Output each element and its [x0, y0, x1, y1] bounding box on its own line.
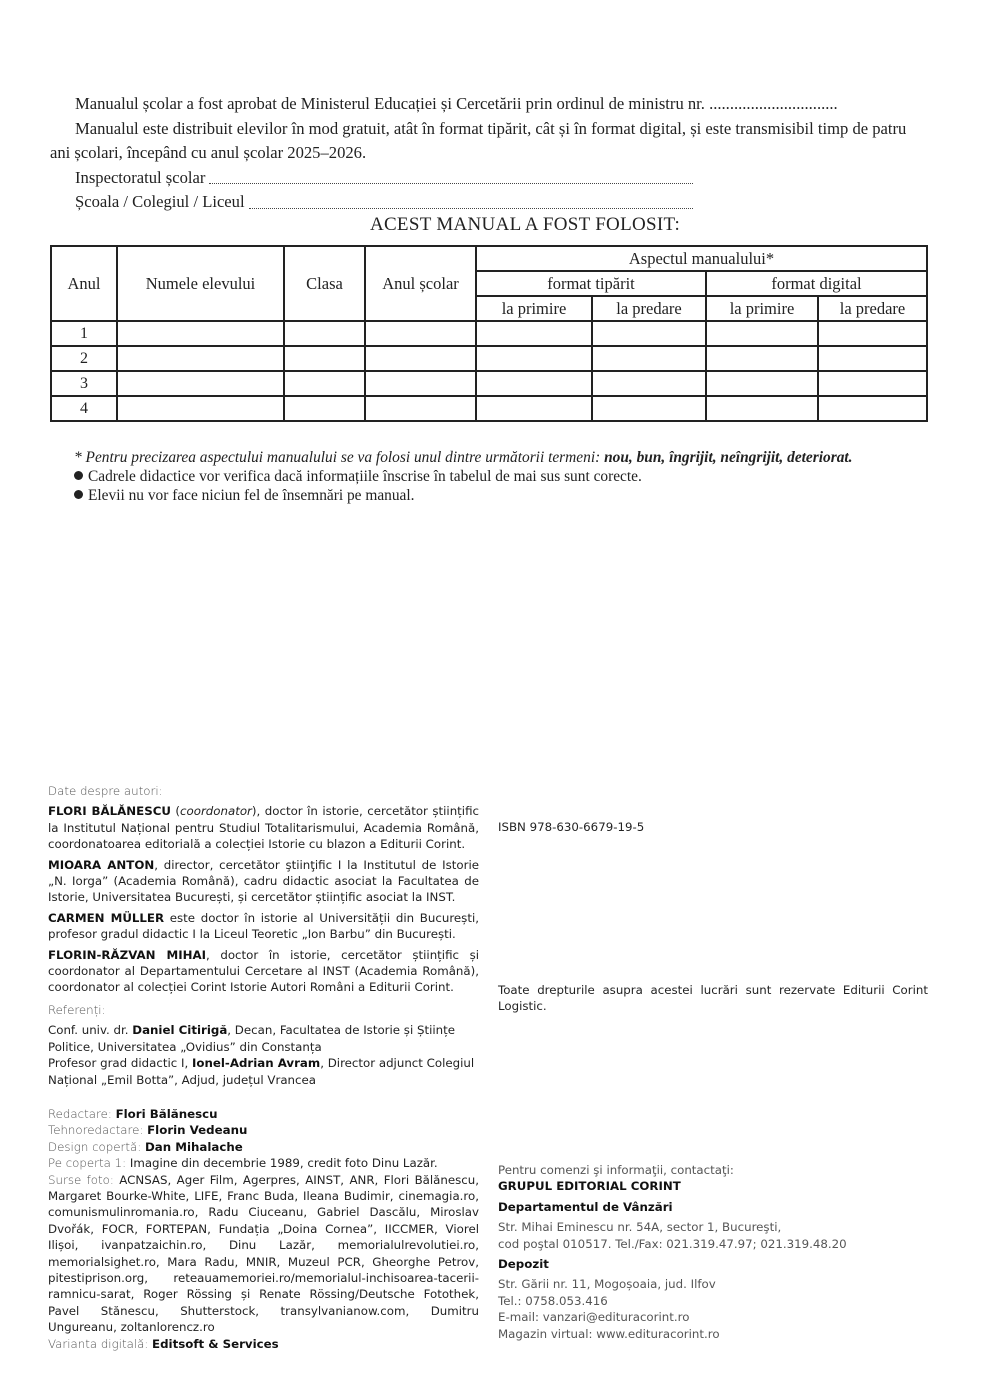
credit-digital-version: Varianta digitală: Editsoft & Services [48, 1336, 279, 1351]
usage-table-title: ACEST MANUAL A FOST FOLOSIT: [369, 214, 681, 235]
approval-section [50, 92, 930, 215]
cell-digital-return[interactable] [818, 396, 927, 421]
table-row [51, 346, 927, 371]
referee-entry: Conf. univ. dr. Daniel Citirigă, Decan, Facultatea de Istorie și Științe Politice, Universitatea „Ovidius” din Constanța [48, 1023, 456, 1054]
cell-school-year[interactable] [365, 371, 476, 396]
sales-address-line-1: Str. Mihai Eminescu nr. 54A, sector 1, Bucureşti, [498, 1220, 782, 1235]
note-bullet: Cadrele didactice vor verifica dacă informațiile înscrise în tabelul de mai sus sunt corecte. [74, 467, 944, 486]
cell-digital-return[interactable] [818, 346, 927, 371]
referees-heading: Referenți: [48, 1002, 106, 1017]
header-year: Anul [51, 246, 117, 321]
cell-digital-return[interactable] [818, 321, 927, 346]
cell-school-year[interactable] [365, 321, 476, 346]
sales-department: Departamentul de Vânzări [498, 1199, 673, 1214]
header-aspect: Aspectul manualului* [476, 246, 927, 271]
cell-year: 1 [51, 321, 117, 346]
school-label: Școala / Colegiul / Liceul [75, 192, 245, 211]
author-entry: CARMEN MÜLLER este doctor în istorie al Universității din București, profesor gradul didactic I la Liceul Teoretic „Ion Barbu” din București. [48, 910, 479, 942]
credit-cover-design: Design copertă: Dan Mihalache [48, 1139, 243, 1154]
bullet-icon [74, 490, 83, 499]
warehouse-phone: Tel.: 0758.053.416 [498, 1293, 608, 1308]
cell-year: 2 [51, 346, 117, 371]
table-row [51, 371, 927, 396]
cell-year: 3 [51, 371, 117, 396]
referee-entry: Profesor grad didactic I, Ionel-Adrian Avram, Director adjunct Colegiul Național „Emil Botta”, Adjud, județul Vrancea [48, 1056, 475, 1087]
credits-column [48, 783, 479, 1352]
contact-block [498, 1162, 938, 1342]
cell-printed-return[interactable] [592, 346, 706, 371]
school-field[interactable] [50, 190, 693, 215]
cell-class[interactable] [284, 321, 365, 346]
table-row [51, 321, 927, 346]
rights-statement: Toate drepturile asupra acestei lucrări sunt rezervate Editurii Corint Logistic. [498, 983, 928, 1014]
warehouse-heading: Depozit [498, 1257, 549, 1272]
credit-layout: Tehnoredactare: Florin Vedeanu [48, 1123, 248, 1138]
author-entry: FLORI BĂLĂNESCU (coordonator), doctor în istorie, cercetător științific la Institutul Național pentru Studiul Totalitarismului, Academia Română, coordonatoarea editorială a colecției Istorie cu blazon a Editurii Corint. [48, 804, 479, 852]
header-class: Clasa [284, 246, 365, 321]
cell-digital-receive[interactable] [706, 321, 818, 346]
warehouse-address: Str. Gării nr. 11, Mogoșoaia, jud. Ilfov [498, 1277, 716, 1292]
inspectorate-field[interactable] [50, 166, 693, 191]
publisher-group-name: GRUPUL EDITORIAL CORINT [498, 1179, 681, 1194]
header-student-name: Numele elevului [117, 246, 284, 321]
isbn: ISBN 978-630-6679-19-5 [498, 820, 645, 834]
contact-intro: Pentru comenzi şi informaţii, contactaţi: [498, 1163, 734, 1177]
inspectorate-label: Inspectoratul școlar [75, 167, 206, 187]
header-digital-receive: la primire [706, 296, 818, 321]
cell-printed-return[interactable] [592, 396, 706, 421]
distribution-statement: Manualul este distribuit elevilor în mod gratuit, atât în format tipărit, cât și în format digital, și este transmisibil timp de patru ani școlari, începând cu anul școlar 2025–2026. [50, 118, 907, 162]
usage-table [50, 245, 928, 422]
cell-printed-receive[interactable] [476, 321, 592, 346]
table-header-row-1 [51, 246, 927, 271]
cell-year: 4 [51, 396, 117, 421]
author-entry: FLORIN-RĂZVAN MIHAI, doctor în istorie, cercetător științific și coordonator al Departamentului Cercetare al INST (Academia Română), coordonator al colecției Corint Istorie Autori Români a Editurii Corint. [48, 947, 479, 995]
header-school-year: Anul școlar [365, 246, 476, 321]
cell-printed-receive[interactable] [476, 371, 592, 396]
cell-printed-return[interactable] [592, 321, 706, 346]
notes-section [74, 448, 944, 505]
aspect-footnote: * Pentru precizarea aspectului manualului se va folosi unul dintre următorii termeni: nou, bun, îngrijit, neîngrijit, deteriorat. [74, 449, 853, 466]
cell-printed-receive[interactable] [476, 396, 592, 421]
header-digital-return: la predare [818, 296, 927, 321]
credit-editing: Redactare: Flori Bălănescu [48, 1106, 218, 1121]
cell-digital-receive[interactable] [706, 346, 818, 371]
cell-class[interactable] [284, 346, 365, 371]
production-credits [48, 1106, 479, 1352]
cell-printed-receive[interactable] [476, 346, 592, 371]
cell-printed-return[interactable] [592, 371, 706, 396]
credit-photo-sources: Surse foto: ACNSAS, Ager Film, Agerpres, AINST, ANR, Flori Bălănescu, Margaret Bourke-White, LIFE, Franc Buda, Ileana Budimir, cinemagia.ro, comunismulinromania.ro, Radu Ciuceanu, Gabriel Dascălu, Miroslav Dvořák, FOCR, FORTEPAN, Fundația „Doina Cornea”, IICCMER, Viorel Ilișoi, ivanpatzaichin.ro, Dinu Lazăr, memorialulrevolutiei.ro, memorialsighet.ro, Mara Radu, MNIR, Muzeul PCR, Gheorghe Petrov, pitestiprison.org, reteauamemoriei.ro/memorialul-inchisoarea-tacerii-ramnicu-sarat, Roger Rössing și Renate Rössing/Deutsche Fotothek, Pavel Stănescu, Shutterstock, transylvanianow.com, Dumitru Ungureanu, zoltanlorencz.ro [48, 1172, 479, 1335]
cell-student-name[interactable] [117, 371, 284, 396]
table-row [51, 396, 927, 421]
online-store-link[interactable]: Magazin virtual: www.edituracorint.ro [498, 1326, 720, 1341]
header-printed-return: la predare [592, 296, 706, 321]
header-digital-format: format digital [706, 271, 927, 296]
cell-student-name[interactable] [117, 321, 284, 346]
inspectorate-dotted-line[interactable] [209, 166, 693, 185]
credit-cover-image: Pe coperta 1: Imagine din decembrie 1989, credit foto Dinu Lazăr. [48, 1156, 438, 1171]
note-bullet: Elevii nu vor face niciun fel de însemnări pe manual. [74, 486, 944, 505]
cell-class[interactable] [284, 396, 365, 421]
aspect-terms: nou, bun, îngrijit, neîngrijit, deteriorat. [604, 449, 853, 466]
approval-statement: Manualul școlar a fost aprobat de Ministerul Educației și Cercetării prin ordinul de ministru nr. ............................... [75, 94, 838, 113]
cell-digital-return[interactable] [818, 371, 927, 396]
bullet-icon [74, 471, 83, 480]
sales-address-line-2: cod poştal 010517. Tel./Fax: 021.319.47.97; 021.319.48.20 [498, 1236, 847, 1251]
authors-heading: Date despre autori: [48, 784, 163, 798]
author-entry: MIOARA ANTON, director, cercetător ştiinţific I la Institutul de Istorie „N. Iorga” (Academia Română), cadru didactic asociat la Facultatea de Istorie, Universitatea București, și cercetător științific asociat la INST. [48, 857, 479, 905]
school-dotted-line[interactable] [249, 190, 693, 209]
header-printed-receive: la primire [476, 296, 592, 321]
cell-class[interactable] [284, 371, 365, 396]
cell-school-year[interactable] [365, 396, 476, 421]
cell-digital-receive[interactable] [706, 396, 818, 421]
cell-school-year[interactable] [365, 346, 476, 371]
header-printed-format: format tipărit [476, 271, 706, 296]
cell-student-name[interactable] [117, 346, 284, 371]
cell-student-name[interactable] [117, 396, 284, 421]
sales-email-link[interactable]: E-mail: vanzari@edituracorint.ro [498, 1310, 690, 1325]
cell-digital-receive[interactable] [706, 371, 818, 396]
